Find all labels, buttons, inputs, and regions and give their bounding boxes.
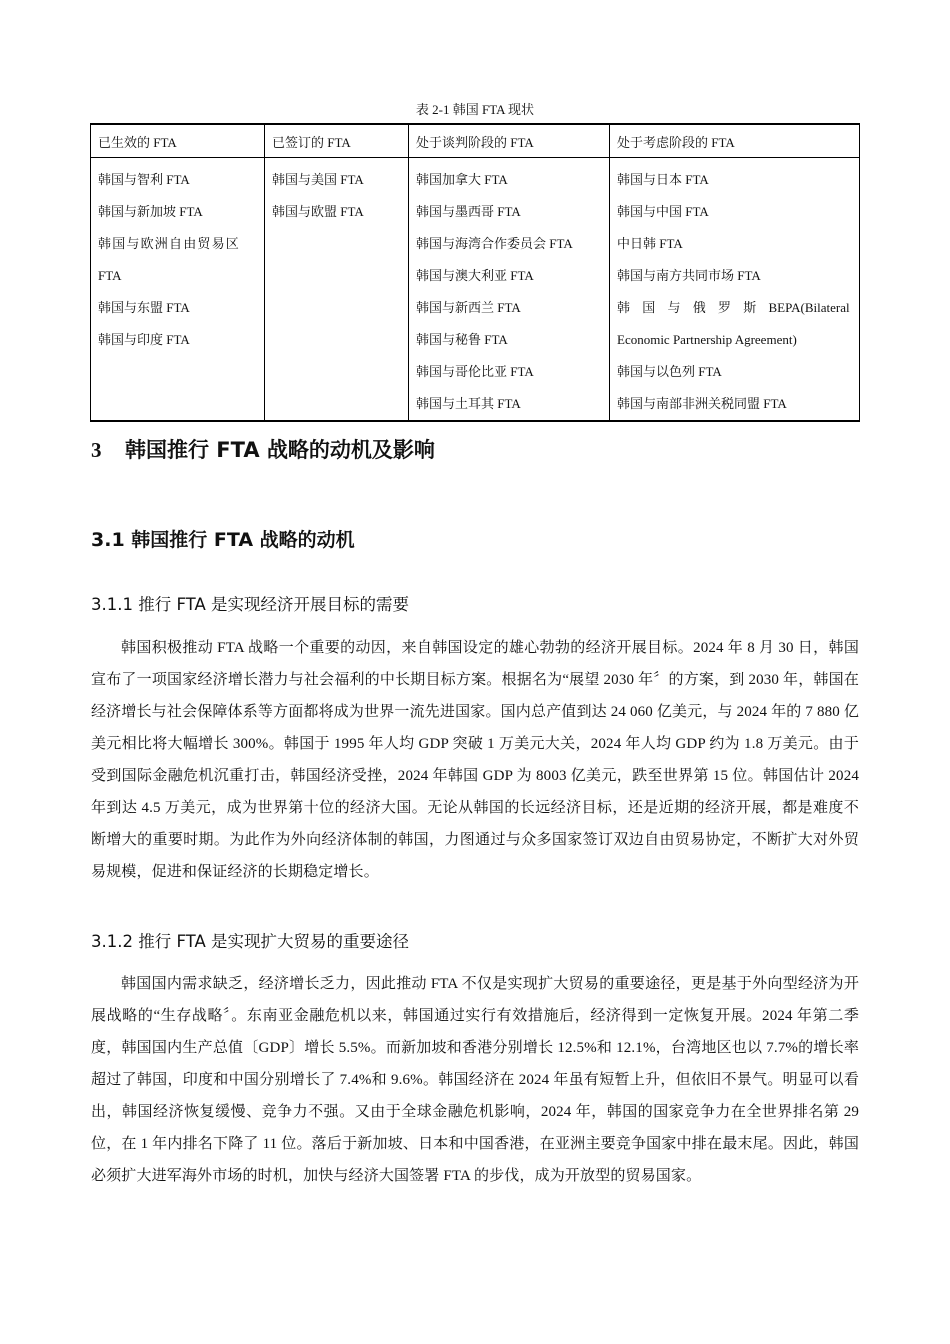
table-cell-line: 韩国加拿大 FTA bbox=[416, 172, 508, 187]
signed-cell bbox=[265, 158, 409, 422]
header-in-effect: 已生效的 FTA bbox=[91, 124, 265, 158]
header-signed: 已签订的 FTA bbox=[265, 124, 409, 158]
table-header-row bbox=[91, 124, 860, 158]
table-cell-line: 韩国与海湾合作委员会 FTA bbox=[416, 236, 573, 251]
section-3-heading bbox=[91, 435, 435, 465]
table-cell-line: 韩国与哥伦比亚 FTA bbox=[416, 364, 534, 379]
negotiating-cell bbox=[409, 158, 610, 422]
table-cell-line: 韩国与智利 FTA bbox=[98, 172, 190, 187]
table-cell-line: 韩国与以色列 FTA bbox=[617, 364, 722, 379]
table-cell-line: 韩国与中国 FTA bbox=[617, 204, 709, 219]
table-cell-line: 韩国与新加坡 FTA bbox=[98, 204, 203, 219]
table-cell-line: 韩国与印度 FTA bbox=[98, 332, 190, 347]
header-considering: 处于考虑阶段的 FTA bbox=[610, 124, 860, 158]
section-title: 韩国推行 FTA 战略的动机及影响 bbox=[125, 438, 435, 462]
table-cell-line: 韩国与澳大利亚 FTA bbox=[416, 268, 534, 283]
table-cell-line: 韩国与墨西哥 FTA bbox=[416, 204, 521, 219]
section-number: 3 bbox=[91, 438, 102, 462]
section-3-1-2-heading: 3.1.2 推行 FTA 是实现扩大贸易的重要途径 bbox=[91, 932, 410, 951]
justified-text: 韩国与欧洲自由贸易区 bbox=[98, 236, 241, 251]
table-cell-line: 韩国与土耳其 FTA bbox=[416, 396, 521, 411]
section-3-1-1-paragraph: 韩国积极推动 FTA 战略一个重要的动因，来自韩国设定的雄心勃勃的经济开展目标。2024 年 8 月 30 日，韩国宣布了一项国家经济增长潜力与社会福利的中长期目标方案。根据名为“展望 2030 年〞的方案，到 2030 年，韩国在经济增长与社会保障体系等方面都将成为世界一流先进国家。国内总产值到达 24 060 亿美元，与 2024 年的 7 880 亿美元相比将大幅增长 300%。韩国于 1995 年人均 GDP 突破 1 万美元大关，2024 年人均 GDP 约为 1.8 万美元。由于受到国际金融危机沉重打击，韩国经济受挫，2024 年韩国 GDP 为 8003 亿美元，跌至世界第 15 位。韩国估计 2024 年到达 4.5 万美元，成为世界第十位的经济大国。无论从韩国的长远经济目标，还是近期的经济开展，都是难度不断增大的重要时期。为此作为外向经济体制的韩国，力图通过与众多国家签订双边自由贸易协定，不断扩大对外贸易规模，促进和保证经济的长期稳定增长。 bbox=[91, 640, 859, 880]
table-cell-line: Economic Partnership Agreement) bbox=[617, 332, 797, 347]
table-cell-line: 韩国与南部非洲关税同盟 FTA bbox=[617, 396, 787, 411]
considering-cell bbox=[610, 158, 860, 422]
header-negotiating: 处于谈判阶段的 FTA bbox=[409, 124, 610, 158]
table-cell-line bbox=[98, 228, 257, 260]
fta-status-table bbox=[90, 123, 860, 422]
table-cell-line: 韩国与美国 FTA bbox=[272, 172, 364, 187]
section-3-1-2-paragraph: 韩国国内需求缺乏，经济增长乏力，因此推动 FTA 不仅是实现扩大贸易的重要途径，更是基于外向型经济为开展战略的“生存战略〞。东南亚金融危机以来，韩国通过实行有效措施后，经济得到一定恢复开展。2024 年第二季度，韩国国内生产总值〔GDP〕增长 5.5%。而新加坡和香港分别增长 12.5%和 12.1%，台湾地区也以 7.7%的增长率超过了韩国，印度和中国分别增长了 7.4%和 9.6%。韩国经济在 2024 年虽有短暂上升，但依旧不景气。明显可以看出，韩国经济恢复缓慢、竞争力不强。又由于全球金融危机影响，2024 年，韩国的国家竞争力在全世界排名第 29 位，在 1 年内排名下降了 11 位。落后于新加坡、日本和中国香港，在亚洲主要竞争国家中排在最末尾。因此，韩国必须扩大进军海外市场的时机，加快与经济大国签署 FTA 的步伐，成为开放型的贸易国家。 bbox=[91, 976, 859, 1184]
table-cell-line: 韩国与日本 FTA bbox=[617, 172, 709, 187]
table-cell-line: 韩国与欧盟 FTA bbox=[272, 204, 364, 219]
table-cell-line: 中日韩 FTA bbox=[617, 236, 683, 251]
table-cell-line: FTA bbox=[98, 268, 122, 283]
table-cell-line: 韩国与秘鲁 FTA bbox=[416, 332, 508, 347]
table-cell-line: 韩 国 与 俄 罗 斯 BEPA(Bilateral bbox=[617, 300, 850, 315]
table-cell-line: 韩国与南方共同市场 FTA bbox=[617, 268, 761, 283]
section-3-1-heading: 3.1 韩国推行 FTA 战略的动机 bbox=[91, 529, 355, 551]
in-effect-cell bbox=[91, 158, 265, 422]
table-cell-line: 韩国与东盟 FTA bbox=[98, 300, 190, 315]
table-cell-line: 韩国与新西兰 FTA bbox=[416, 300, 521, 315]
table-caption: 表 2-1 韩国 FTA 现状 bbox=[415, 102, 535, 117]
table-body-row bbox=[91, 158, 860, 422]
section-3-1-1-heading: 3.1.1 推行 FTA 是实现经济开展目标的需要 bbox=[91, 595, 410, 614]
